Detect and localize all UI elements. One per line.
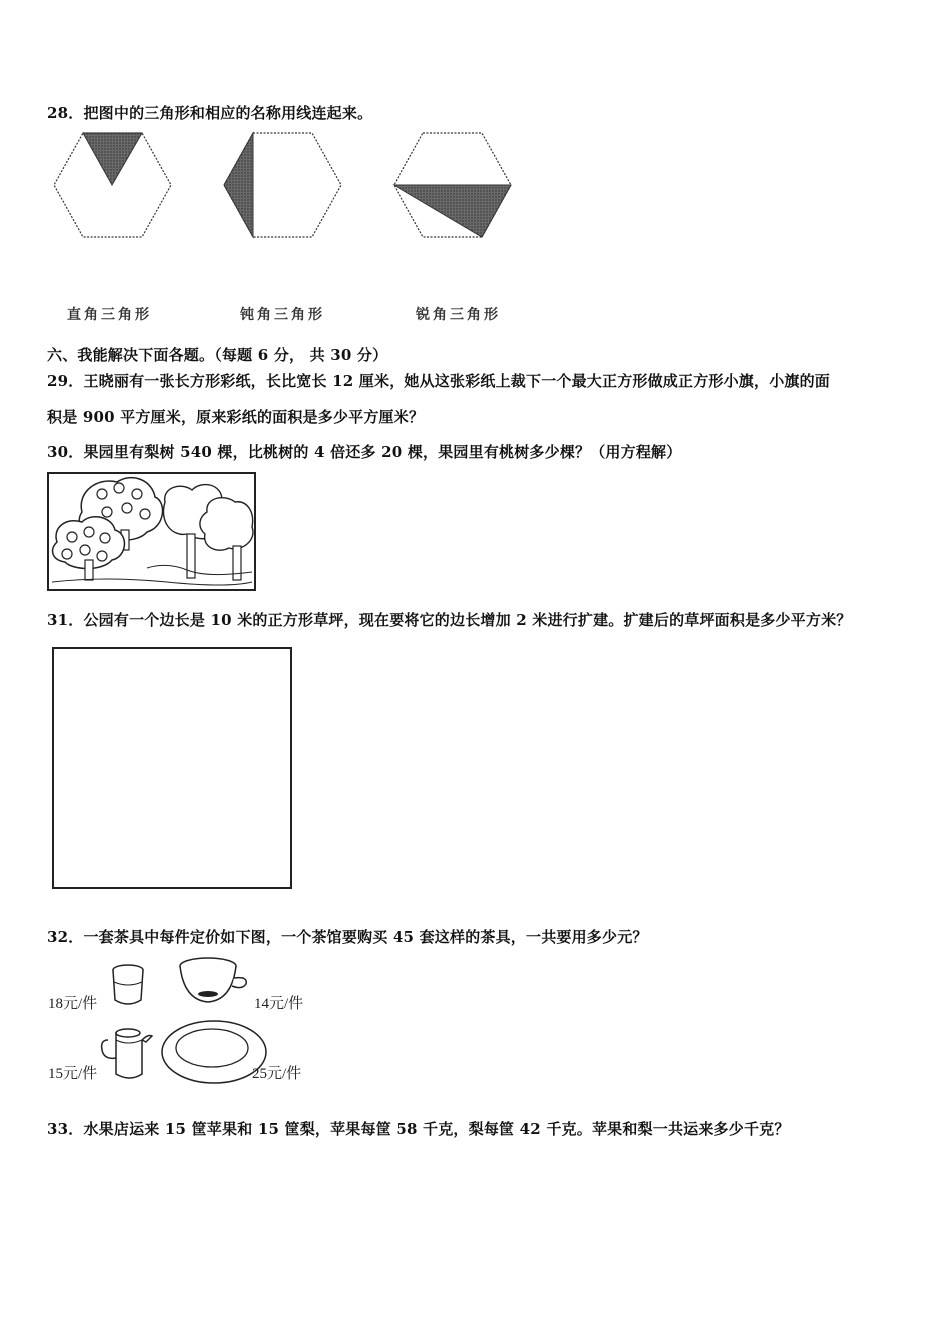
cup-icon	[110, 962, 150, 1010]
hexagon-figure-1	[50, 130, 175, 242]
q33-text: 33．水果店运来 15 筐苹果和 15 筐梨，苹果每筐 58 千克，梨每筐 42 千克。苹果和梨一共运来多少千克？	[47, 1120, 790, 1138]
price-cup: 18元/件	[48, 996, 98, 1012]
q29-line1: 29．王晓丽有一张长方形彩纸，长比宽长 12 厘米，她从这张彩纸上裁下一个最大正方形做成正方形小旗，小旗的面	[47, 372, 830, 390]
q28-text: 28．把图中的三角形和相应的名称用线连起来。	[47, 104, 373, 122]
q32-text: 32．一套茶具中每件定价如下图，一个茶馆要购买 45 套这样的茶具，一共要用多少元？	[47, 928, 648, 946]
price-pot: 15元/件	[48, 1066, 98, 1082]
price-bowl: 14元/件	[254, 996, 304, 1012]
pot-icon	[100, 1026, 156, 1084]
bowl-icon	[176, 956, 252, 1006]
label-right-triangle: 直角三角形	[67, 307, 152, 323]
q30-text: 30．果园里有梨树 540 棵，比桃树的 4 倍还多 20 棵，果园里有桃树多少棵？（用方程解）	[47, 443, 682, 461]
hexagon-figure-3	[390, 130, 515, 242]
label-acute-triangle: 锐角三角形	[416, 307, 501, 323]
label-obtuse-triangle: 钝角三角形	[240, 307, 325, 323]
q31-text: 31．公园有一个边长是 10 米的正方形草坪，现在要将它的边长增加 2 米进行扩建。扩建后的草坪面积是多少平方米？	[47, 611, 852, 629]
section-6-heading: 六、我能解决下面各题。（每题 6 分， 共 30 分）	[47, 346, 388, 364]
hexagon-figure-2	[220, 130, 345, 242]
price-plate: 25元/件	[252, 1066, 302, 1082]
square-lawn-diagram	[52, 647, 292, 889]
q29-line2: 积是 900 平方厘米，原来彩纸的面积是多少平方厘米？	[47, 408, 425, 426]
orchard-illustration	[47, 472, 257, 592]
